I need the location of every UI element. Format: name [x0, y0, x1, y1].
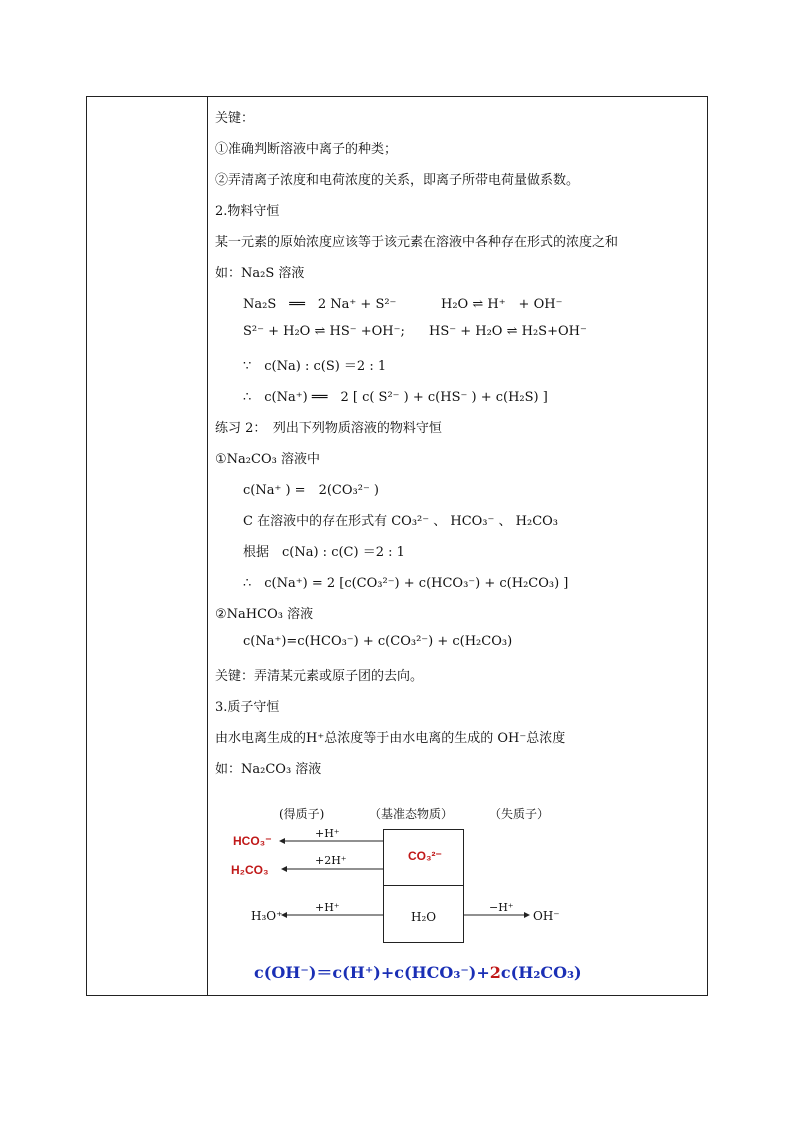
- key-point-1: ①准确判断溶液中离子的种类；: [215, 142, 398, 157]
- base-substance-label: （基准态物质）: [369, 807, 454, 821]
- section-proton-conservation: 3.质子守恒: [215, 700, 280, 715]
- example-na2co3: 如：Na₂CO₃ 溶液: [215, 762, 322, 777]
- arrowhead-oh: [524, 912, 530, 918]
- exercise-nahco3: ②NaHCO₃ 溶液: [215, 607, 314, 622]
- arrows-svg: [229, 797, 699, 957]
- eq-material-na2co3: ∴ c(Na⁺) = 2 [c(CO₃²⁻) + c(HCO₃⁻) + c(H₂CO₃) ]: [243, 576, 569, 591]
- proton-conservation-equation: [254, 960, 582, 983]
- exercise-2: 练习 2： 列出下列物质溶液的物料守恒: [215, 421, 442, 436]
- eq-material-na2s: ∴ c(Na⁺) ══ 2 [ c( S²⁻ ) + c(HS⁻ ) + c(H₂S) ]: [243, 390, 548, 405]
- equation-tail: c(H₂CO₃): [500, 963, 582, 982]
- equation-coefficient: 2: [489, 963, 501, 982]
- key-heading: 关键：: [215, 111, 255, 126]
- key-point-2: ②弄清离子浓度和电荷浓度的关系，即离子所带电荷量做系数。: [215, 173, 580, 188]
- arrowhead-h2co3: [281, 866, 287, 872]
- lose-proton-label: （失质子）: [489, 807, 550, 821]
- h2co3-species: H₂CO₃: [231, 863, 269, 877]
- equation-main: c(OH⁻)＝c(H⁺)+c(HCO₃⁻)+: [254, 963, 490, 982]
- h3o-species: H₃O⁺: [251, 909, 283, 923]
- ratio-na-s: ∵ c(Na) : c(S) ＝2 : 1: [243, 359, 387, 374]
- eq-hs-hydrolysis: HS⁻ + H₂O ⇌ H₂S+OH⁻: [429, 324, 587, 339]
- label-plus-2h: +2H⁺: [315, 854, 347, 867]
- column-divider: [207, 97, 208, 995]
- eq-na2s-dissociation: Na₂S ══ 2 Na⁺ + S²⁻: [243, 297, 397, 312]
- key-note: 关键：弄清某元素或原子团的去向。: [215, 669, 424, 684]
- example-na2s: 如：Na₂S 溶液: [215, 266, 305, 281]
- oh-species: OH⁻: [533, 909, 560, 923]
- eq-s2-hydrolysis: S²⁻ + H₂O ⇌ HS⁻ +OH⁻;: [243, 324, 405, 339]
- ratio-na-c: 根据 c(Na) : c(C) ＝2 : 1: [243, 545, 405, 560]
- exercise-na2co3: ①Na₂CO₃ 溶液中: [215, 452, 320, 467]
- h2o-species: H₂O: [411, 910, 437, 924]
- eq-na-co3: c(Na⁺ ) = 2(CO₃²⁻ ): [243, 483, 380, 498]
- arrowhead-hco3: [279, 838, 285, 844]
- proton-diagram: [229, 797, 699, 987]
- co3-species: CO₃²⁻: [408, 849, 442, 863]
- eq-water-ionization: H₂O ⇌ H⁺ + OH⁻: [441, 297, 563, 312]
- eq-material-nahco3: c(Na⁺)=c(HCO₃⁻) + c(CO₃²⁻) + c(H₂CO₃): [243, 634, 513, 649]
- section-material-conservation: 2.物料守恒: [215, 204, 280, 219]
- label-minus-h: −H⁺: [489, 901, 514, 914]
- content-table: [86, 96, 708, 996]
- content-cell: [215, 97, 703, 995]
- carbon-forms: C 在溶液中的存在形式有 CO₃²⁻ 、 HCO₃⁻ 、 H₂CO₃: [243, 514, 559, 529]
- proton-definition: 由水电离生成的H⁺总浓度等于由水电离的生成的 OH⁻总浓度: [215, 731, 566, 746]
- hco3-species: HCO₃⁻: [233, 834, 272, 848]
- gain-proton-label: (得质子): [279, 807, 325, 821]
- material-definition: 某一元素的原始浓度应该等于该元素在溶液中各种存在形式的浓度之和: [215, 235, 619, 250]
- label-plus-h-1: +H⁺: [315, 827, 340, 840]
- label-plus-h-2: +H⁺: [315, 901, 340, 914]
